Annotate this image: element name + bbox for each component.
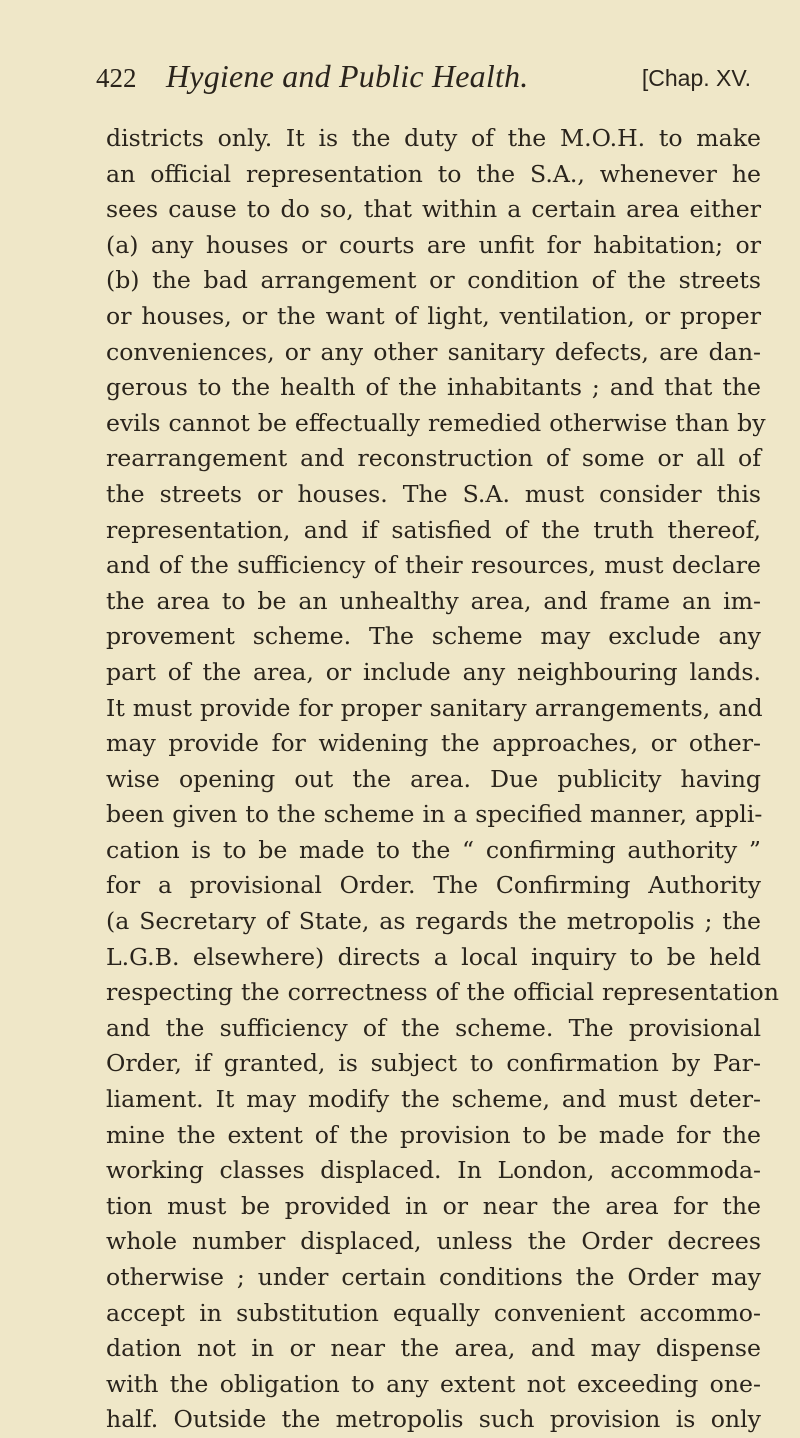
text-line: may provide for widening the approaches, or other- bbox=[106, 729, 761, 758]
running-header bbox=[96, 58, 751, 95]
text-line: evils cannot be effectually remedied otherwise than by bbox=[106, 408, 766, 437]
text-line: cation is to be made to the “ confirming authority ” bbox=[106, 835, 761, 864]
text-line: otherwise ; under certain conditions the Order may bbox=[106, 1263, 761, 1291]
text-line: (a Secretary of State, as regards the metropolis ; the bbox=[106, 907, 761, 936]
text-line: dation not in or near the area, and may dispense bbox=[106, 1334, 761, 1363]
text-line: the streets or houses. The S.A. must consider this bbox=[106, 479, 761, 508]
text-line: working classes displaced. In London, accommoda- bbox=[106, 1156, 761, 1185]
text-line: with the obligation to any extent not exceeding one- bbox=[106, 1369, 761, 1398]
text-line: accept in substitution equally convenient accommo- bbox=[106, 1298, 761, 1327]
text-line: for a provisional Order. The Confirming Authority bbox=[106, 871, 761, 900]
text-line: liament. It may modify the scheme, and must deter- bbox=[106, 1085, 761, 1114]
running-title: Hygiene and Public Health. bbox=[166, 58, 529, 94]
page-number: 422 bbox=[96, 63, 137, 93]
text-line: part of the area, or include any neighbouring lands. bbox=[106, 657, 761, 686]
text-line: provement scheme. The scheme may exclude any bbox=[106, 622, 761, 651]
text-line: It must provide for proper sanitary arrangements, and bbox=[106, 693, 763, 722]
text-line: and the sufficiency of the scheme. The provisional bbox=[106, 1013, 761, 1042]
chapter-label: [Chap. XV. bbox=[641, 65, 751, 91]
text-line: mine the extent of the provision to be made for the bbox=[106, 1120, 761, 1149]
text-line: sees cause to do so, that within a certain area either bbox=[106, 195, 761, 224]
text-line: (b) the bad arrangement or condition of the streets bbox=[106, 266, 761, 295]
text-line: tion must be provided in or near the area for the bbox=[106, 1191, 761, 1220]
text-line: wise opening out the area. Due publicity having bbox=[106, 764, 761, 793]
text-line: districts only. It is the duty of the M.O.H. to make bbox=[106, 124, 761, 152]
text-line: L.G.B. elsewhere) directs a local inquiry to be held bbox=[106, 942, 761, 971]
body-text bbox=[106, 121, 779, 1438]
text-line: gerous to the health of the inhabitants ; and that the bbox=[106, 373, 761, 402]
text-line: conveniences, or any other sanitary defects, are dan- bbox=[106, 337, 761, 366]
text-line: Order, if granted, is subject to confirmation by Par- bbox=[106, 1049, 761, 1078]
text-line: been given to the scheme in a specified manner, appli- bbox=[106, 800, 763, 829]
text-line: representation, and if satisfied of the truth thereof, bbox=[106, 515, 761, 544]
text-line: and of the sufficiency of their resources, must declare bbox=[106, 551, 761, 580]
text-line: an official representation to the S.A., whenever he bbox=[106, 159, 761, 188]
text-line: or houses, or the want of light, ventilation, or proper bbox=[106, 301, 761, 330]
text-line: half. Outside the metropolis such provision is only bbox=[106, 1405, 761, 1434]
text-line: respecting the correctness of the official representation bbox=[106, 978, 779, 1007]
text-line: (a) any houses or courts are unfit for habitation; or bbox=[106, 230, 761, 259]
text-line: the area to be an unhealthy area, and frame an im- bbox=[106, 586, 761, 615]
text-line: rearrangement and reconstruction of some or all of bbox=[106, 444, 761, 473]
text-line: whole number displaced, unless the Order decrees bbox=[106, 1227, 761, 1256]
